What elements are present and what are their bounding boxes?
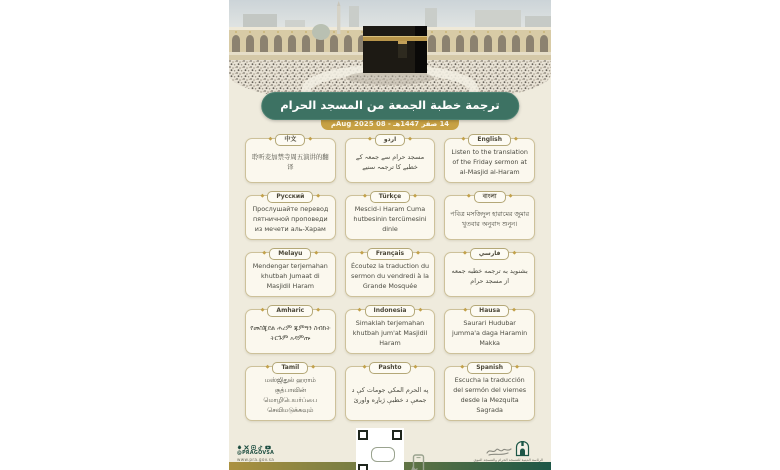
- translation-instruction-text: Écoutez la traduction du sermon du vendredi à la Grande Mosquée: [350, 262, 430, 290]
- language-card-7: [345, 252, 436, 297]
- language-card-header: [346, 305, 435, 317]
- qr-finder-top-left: [358, 430, 368, 440]
- gold-diamond-ornament-right: ◆: [316, 193, 321, 200]
- language-card-header: [346, 134, 435, 146]
- language-label: Pashto: [369, 362, 410, 374]
- language-card-14: [444, 366, 535, 421]
- translation-instruction-text: የመስጂደል ሐረም ጁምዓን ስብከት ትርጉም አዳምጡ: [250, 324, 331, 342]
- gold-diamond-ornament-right: ◆: [416, 250, 420, 257]
- gold-diamond-ornament-right: ◆: [508, 193, 513, 200]
- language-card-header: [445, 191, 534, 203]
- gold-diamond-ornament-left: ◆: [466, 193, 471, 200]
- language-card-header: [246, 134, 335, 146]
- translation-instruction-text: Mescid-i Haram Cuma hutbesinin tercümesini dinle: [353, 205, 427, 233]
- gold-diamond-ornament-right: ◆: [314, 250, 319, 257]
- language-label: Indonesia: [365, 305, 416, 317]
- language-card-6: [245, 252, 336, 297]
- language-label: Amharic: [267, 305, 313, 317]
- language-label: Tamil: [272, 362, 308, 374]
- language-card-header: [246, 191, 335, 203]
- language-label: English: [468, 134, 511, 146]
- gold-diamond-ornament-right: ◆: [308, 136, 313, 143]
- language-label: Hausa: [470, 305, 509, 317]
- gold-diamond-ornament-right: ◆: [512, 250, 517, 257]
- qr-finder-bottom-left: [358, 464, 368, 470]
- translation-instruction-text: পবিত্র মসজিদুল হারামের জুমার খুতবার অনুবাদ শুনুন।: [450, 210, 530, 228]
- translation-instruction-text: مسجد حرام سے جمعہ کے خطبے کا ترجمہ سنیے: [355, 153, 425, 171]
- qr-section: [229, 428, 551, 470]
- presidency-caption: الرئاسة الدينية للمسجد الحرام والمسجد النبوي: [473, 458, 543, 462]
- gold-diamond-ornament-right: ◆: [408, 136, 413, 143]
- language-label: Русский: [267, 191, 313, 203]
- poster-title-banner: ترجمة خطبة الجمعة من المسجد الحرام: [261, 92, 519, 120]
- gold-diamond-ornament-left: ◆: [367, 136, 372, 143]
- language-card-3: [245, 195, 336, 240]
- language-cards-grid: [245, 138, 535, 421]
- language-card-header: [445, 248, 534, 260]
- gold-diamond-ornament-left: ◆: [460, 364, 465, 371]
- gold-diamond-ornament-left: ◆: [360, 250, 364, 257]
- website-url: www.pra.gov.sa: [237, 457, 275, 462]
- language-card-header: [346, 362, 435, 374]
- language-card-0: [245, 138, 336, 183]
- qr-code: [356, 428, 404, 470]
- social-handle: @PRAGOVSA: [237, 451, 275, 456]
- gold-diamond-ornament-right: ◆: [311, 364, 316, 371]
- gold-diamond-ornament-right: ◆: [512, 307, 516, 314]
- language-card-header: [346, 191, 435, 203]
- gold-diamond-ornament-right: ◆: [418, 307, 423, 314]
- language-card-header: [445, 134, 534, 146]
- gold-diamond-ornament-left: ◆: [463, 307, 468, 314]
- translation-instruction-text: بشنوید به ترجمه خطبه جمعه از مسجد حرام: [451, 267, 528, 285]
- language-label: 中文: [275, 134, 305, 146]
- language-card-2: [444, 138, 535, 183]
- translation-instruction-text: Saurari Hudubar jumma'a daga Haramin Makka: [452, 319, 528, 347]
- gold-diamond-ornament-left: ◆: [461, 136, 466, 143]
- language-card-11: [444, 309, 535, 354]
- translation-instruction-text: மஸ்ஜிதுல் ஹராம் குத்பாவின் மொழிபெயர்ப்பை செவிமடுக்கவும்: [263, 376, 318, 414]
- masjid-al-haram-photo: [229, 0, 551, 105]
- language-label: Français: [367, 248, 413, 260]
- qr-center-logo: [371, 447, 395, 462]
- language-card-header: [246, 362, 335, 374]
- gold-diamond-ornament-right: ◆: [513, 136, 518, 143]
- language-label: Melayu: [269, 248, 311, 260]
- language-label: فارسي: [470, 248, 510, 260]
- language-card-5: [444, 195, 535, 240]
- language-card-9: [245, 309, 336, 354]
- gold-diamond-ornament-right: ◆: [413, 193, 418, 200]
- language-card-header: [346, 248, 435, 260]
- language-card-header: [246, 248, 335, 260]
- phone-scan-icon: [407, 454, 425, 470]
- gold-diamond-ornament-left: ◆: [265, 364, 270, 371]
- gold-diamond-ornament-left: ◆: [362, 364, 367, 371]
- translation-instruction-text: Escucha la traducción del sermón del viernes desde la Mezquita Sagrada: [453, 376, 527, 414]
- translation-instruction-text: Simaklah terjemahan khutbah jum'at Masjidil Haram: [352, 319, 428, 347]
- gold-diamond-ornament-left: ◆: [357, 307, 362, 314]
- language-card-13: [345, 366, 436, 421]
- language-card-header: [445, 362, 534, 374]
- language-card-header: [445, 305, 534, 317]
- translation-instruction-text: په الحرم المکي جومات کې د جمعې د خطبې ژباړه واورئ: [351, 385, 429, 404]
- language-card-4: [345, 195, 436, 240]
- translation-instruction-text: Mendengar terjemahan khutbah Jumaat di Masjidil Haram: [252, 262, 328, 290]
- language-card-12: [245, 366, 336, 421]
- translation-instruction-text: Listen to the translation of the Friday sermon at al-Masjid al-Haram: [451, 148, 528, 176]
- gold-diamond-ornament-right: ◆: [515, 364, 519, 371]
- masjid-photo-illustration: [229, 0, 551, 105]
- gold-diamond-ornament-left: ◆: [260, 193, 265, 200]
- translation-instruction-text: 聆听麦加禁寺周五演讲的翻译: [251, 153, 329, 171]
- gold-diamond-ornament-right: ◆: [413, 364, 418, 371]
- language-card-1: [345, 138, 436, 183]
- language-label: বাংলা: [474, 191, 506, 203]
- gold-diamond-ornament-right: ◆: [316, 307, 321, 314]
- gold-diamond-ornament-left: ◆: [262, 250, 267, 257]
- language-label: اردو: [375, 134, 405, 146]
- gold-diamond-ornament-left: ◆: [362, 193, 367, 200]
- kaaba-illustration: [363, 26, 427, 76]
- language-label: Türkçe: [370, 191, 410, 203]
- language-card-header: [246, 305, 335, 317]
- language-card-10: [345, 309, 436, 354]
- translation-instruction-text: Прослушайте перевод пятничной проповеди из мечети аль-Харам: [252, 205, 329, 233]
- sermon-translation-poster: [229, 0, 551, 470]
- qr-finder-top-right: [392, 430, 402, 440]
- date-banner: 14 صفر 1447هـ - 08 Aug 2025م: [321, 110, 459, 130]
- language-label: Spanish: [467, 362, 512, 374]
- gold-diamond-ornament-left: ◆: [268, 136, 273, 143]
- gold-diamond-ornament-left: ◆: [462, 250, 467, 257]
- gold-diamond-ornament-left: ◆: [260, 307, 265, 314]
- language-card-8: [444, 252, 535, 297]
